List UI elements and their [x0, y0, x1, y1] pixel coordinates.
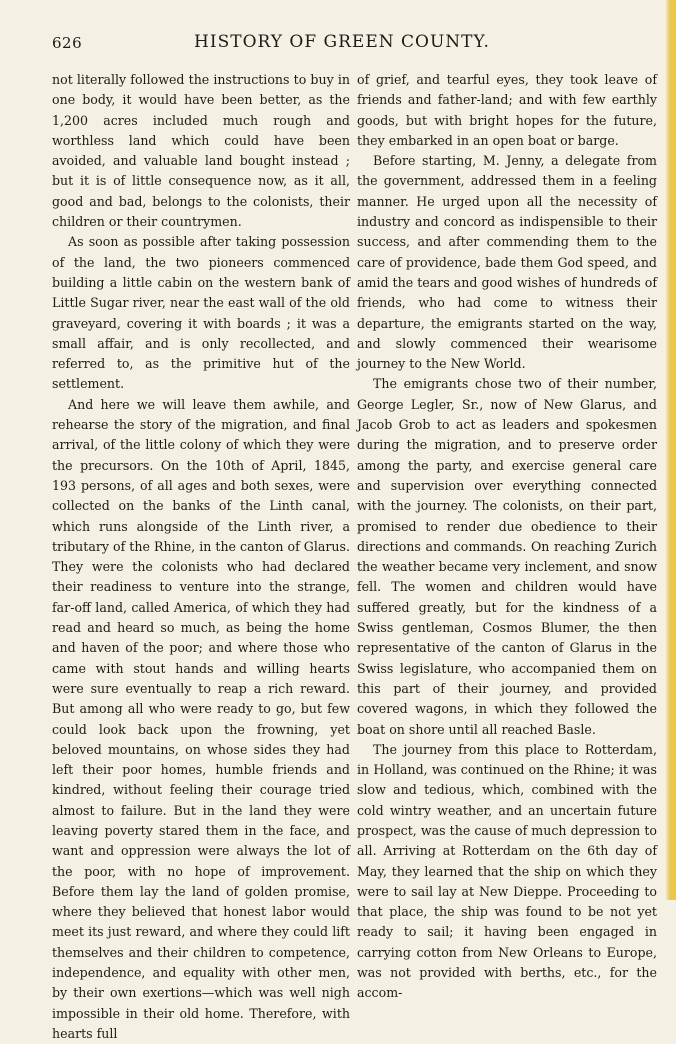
paragraph: not literally followed the instructions to buy in one body, it would have been better, as the 1,200 acres included much rough and worthless land which could have been avoided, and valuable land bought instead ; but it is of little consequence now, as it all, good and bad, belongs to the colonists, their children or their countrymen. [52, 72, 350, 230]
paragraph: Before starting, M. Jenny, a delegate from the government, addressed them in a feeling manner. He urged upon all the necessity of industry and concord as indispensible to their success, and after commending them to the care of providence, bade them God speed, and amid the tears and good wishes of hundreds of friends, who had come to witness their departure, the emigrants started on the way, and slowly commenced their wearisome journey to the New World. [357, 153, 657, 372]
paragraph: The journey from this place to Rotterdam, in Holland, was continued on the Rhine; it was slow and tedious, which, combined with the cold wintry weather, and an uncertain future prospect, was the cause of much depression to all. Arriving at Rotterdam on the 6th day of May, they learned that the ship on which they were to sail lay at New Dieppe. Proceeding to that place, the ship was found to be not yet ready to sail; it having been engaged in carrying cotton from New Orleans to Europe, was not provided with berths, etc., for the accom- [357, 741, 657, 1001]
page-edge [666, 0, 676, 900]
paragraph: And here we will leave them awhile, and rehearse the story of the migration, and final arrival, of the little colony of which they were the precursors. On the 10th of April, 1845, 193 persons, of all ages and both sexes, were collected on the banks of the Linth canal, which runs alongside of the Linth river, a tributary of the Rhine, in the canton of Glarus. They were the colonists who had declared their readiness to venture into the strange, far-off land, called America, of which they had read and heard so much, as being the home and haven of the poor; and where those who came with stout hands and willing hearts were sure eventually to reap a rich reward. But among all who were ready to go, but few could look back upon the frowning, yet beloved mountains, on whose sides they had left their poor homes, humble friends and kindred, without feeling their courage tried almost to failure. But in the land they were leaving poverty stared them in the face, and want and oppression were always the lot of the poor, with no hope of improvement. Before them lay the land of golden promise, where they believed that honest labor would meet its just reward, and where they could lift themselves and their children to competence, independence, and equality with other men, by their own exertions—which was well nigh impossible in their old home. Therefore, with hearts full [52, 396, 350, 1041]
paragraph: As soon as possible after taking possession of the land, the two pioneers commenced building a little cabin on the western bank of Little Sugar river, near the east wall of the old graveyard, covering it with boards ; it was a small affair, and is only recollected, and referred to, as the primitive hut of the settlement. [52, 234, 350, 392]
running-title: HISTORY OF GREEN COUNTY. [194, 32, 490, 52]
paragraph: The emigrants chose two of their number, George Legler, Sr., now of New Glarus, and Jacob Grob to act as leaders and spokesmen during the migration, and to preserve order among the party, and exercise general care and supervision over everything connected with the journey. The colonists, on their part, promised to render due obedience to their directions and commands. On reaching Zurich the weather became very inclement, and snow fell. The women and children would have suffered greatly, but for the kindness of a Swiss gentleman, Cosmos Blumer, the then representative of the canton of Glarus in the Swiss legislature, who accompanied them on this part of their journey, and provided covered wagons, in which they followed the boat on shore until all reached Basle. [357, 376, 657, 737]
right-column [357, 70, 657, 1004]
page-header [52, 30, 632, 54]
page-number: 626 [52, 34, 83, 52]
paragraph: of grief, and tearful eyes, they took leave of friends and father-land; and with few earthly goods, but with bright hopes for the future, they embarked in an open boat or barge. [357, 72, 657, 148]
left-column [52, 70, 350, 1044]
